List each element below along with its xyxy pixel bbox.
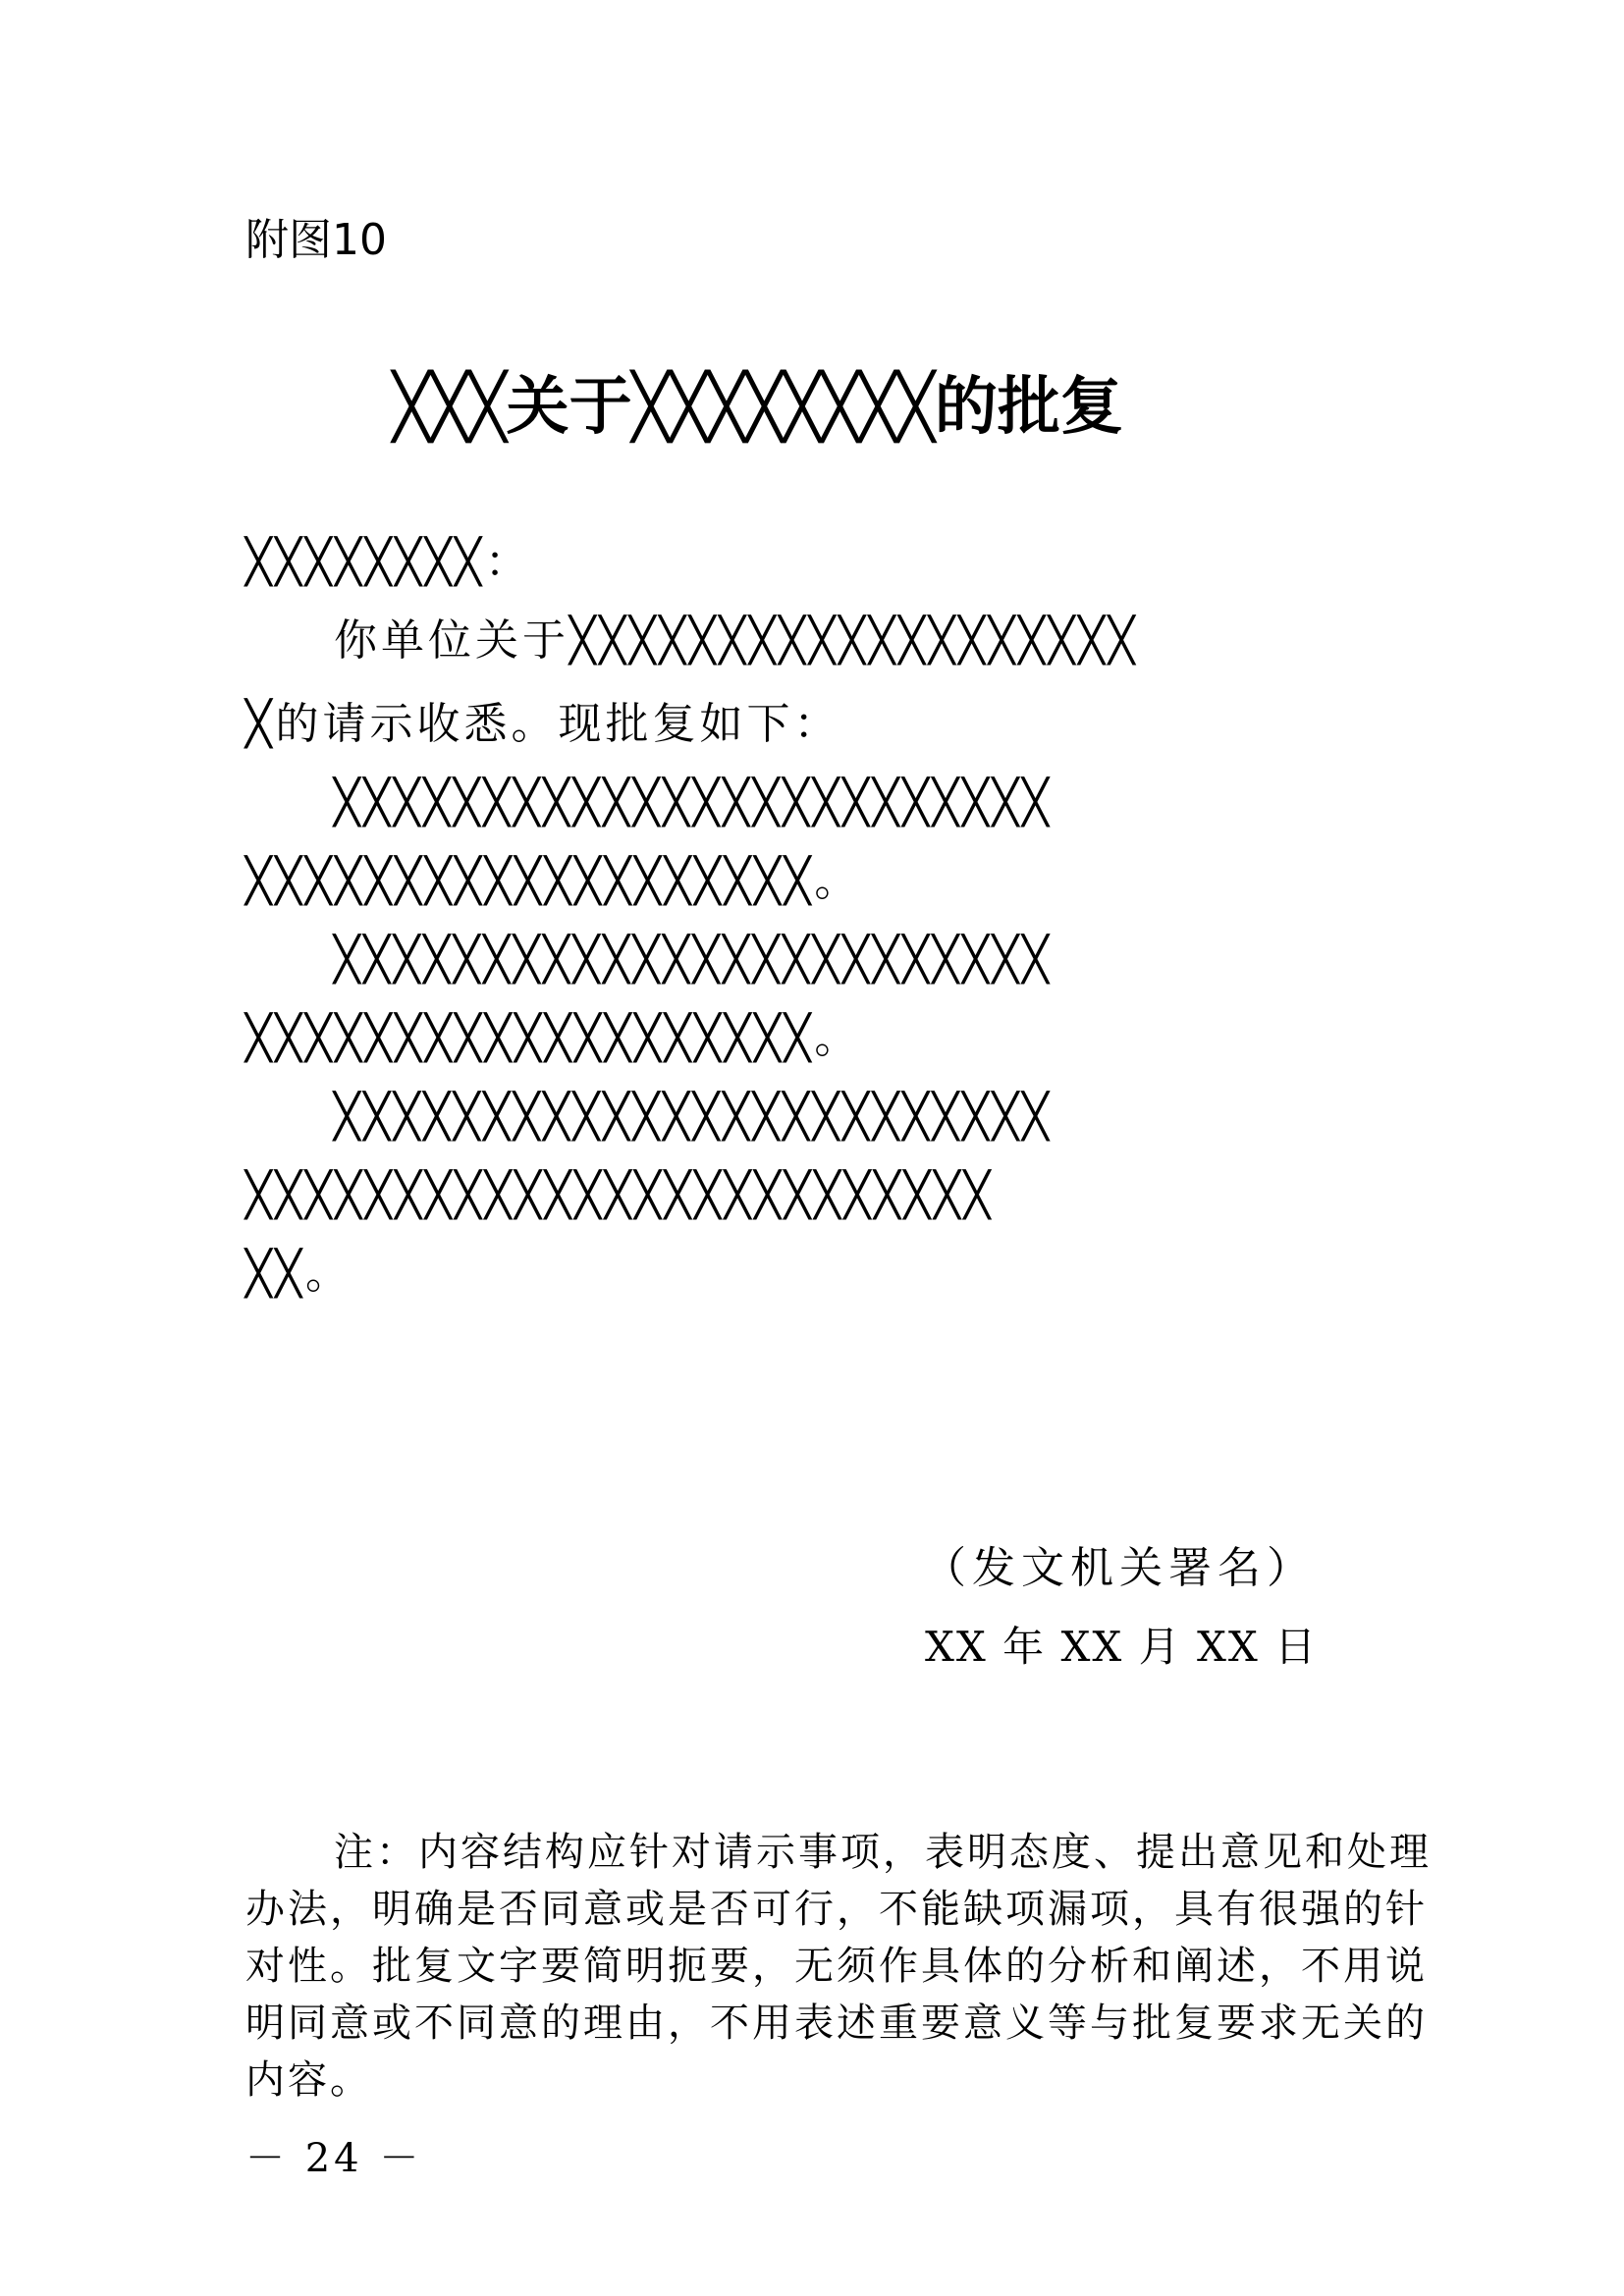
note-line: 办法，明确是否同意或是否可行，不能缺项漏项，具有很强的针 <box>245 1887 1428 1932</box>
body-line: ╳╳╳╳╳╳╳╳╳╳╳╳╳╳╳╳╳╳╳╳╳╳╳╳╳ <box>245 1170 995 1220</box>
attachment-label: 附图10 <box>245 215 387 265</box>
body-line: ╳的请示收悉。现批复如下： <box>245 699 841 749</box>
note-line: 明同意或不同意的理由，不用表述重要意义等与批复要求无关的 <box>245 2001 1428 2046</box>
body-line: 你单位关于╳╳╳╳╳╳╳╳╳╳╳╳╳╳╳╳╳╳╳ <box>334 615 1139 666</box>
date-line: XX 年 XX 月 XX 日 <box>925 1623 1319 1671</box>
note-line: 内容。 <box>245 2057 372 2103</box>
body-line: ╳╳╳╳╳╳╳╳╳╳╳╳╳╳╳╳╳╳╳。 <box>245 856 862 906</box>
signature-line: （发文机关署名） <box>923 1543 1316 1593</box>
body-line: ╳╳╳╳╳╳╳╳╳╳╳╳╳╳╳╳╳╳╳╳╳╳╳╳ <box>334 777 1053 828</box>
note-line: 对性。批复文字要简明扼要，无须作具体的分析和阐述，不用说 <box>245 1944 1428 1989</box>
body-line: ╳╳╳╳╳╳╳╳╳╳╳╳╳╳╳╳╳╳╳。 <box>245 1013 862 1063</box>
document-title: ╳╳╳关于╳╳╳╳╳╳╳╳的批复 <box>393 370 1123 444</box>
note-line: 注：内容结构应针对请示事项，表明态度、提出意见和处理 <box>334 1830 1432 1875</box>
body-line: ╳╳╳╳╳╳╳╳╳╳╳╳╳╳╳╳╳╳╳╳╳╳╳╳ <box>334 1092 1053 1142</box>
body-line: ╳╳╳╳╳╳╳╳╳╳╳╳╳╳╳╳╳╳╳╳╳╳╳╳ <box>334 934 1053 985</box>
body-line: ╳╳。 <box>245 1249 352 1299</box>
page-number: － 24 － <box>245 2136 423 2181</box>
recipient-line: ╳╳╳╳╳╳╳╳： <box>245 537 532 587</box>
